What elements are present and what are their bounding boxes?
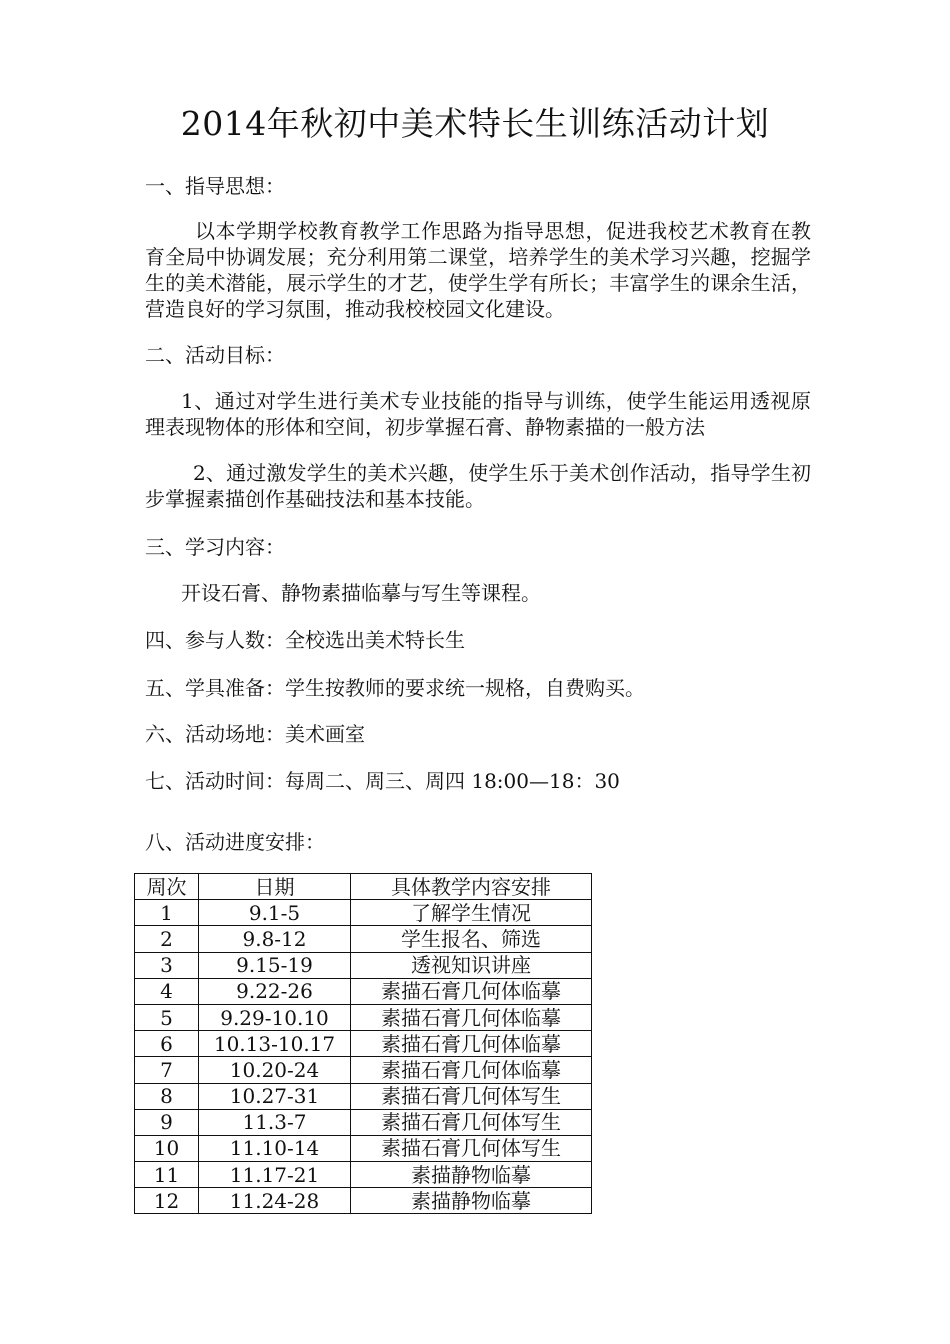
cell-week: 6 [135,1031,199,1057]
section-heading-content: 三、学习内容： [145,535,285,559]
table-row [135,1083,592,1109]
cell-date: 9.1-5 [199,900,351,926]
cell-date: 11.17-21 [199,1162,351,1188]
cell-date: 11.10-14 [199,1135,351,1161]
cell-content: 素描石膏几何体临摹 [351,1004,592,1030]
cell-date: 9.22-26 [199,978,351,1004]
cell-content: 素描石膏几何体写生 [351,1135,592,1161]
content-paragraph: 开设石膏、静物素描临摹与写生等课程。 [181,581,541,605]
column-header-content: 具体教学内容安排 [351,874,592,900]
guiding-idea-paragraph: 以本学期学校教育教学工作思路为指导思想，促进我校艺术教育在教育全局中协调发展；充分利用第二课堂，培养学生的美术学习兴趣，挖掘学生的美术潜能，展示学生的才艺，使学生学有所长；丰富学生的课余生活，营造良好的学习氛围，推动我校校园文化建设。 [145,219,811,321]
cell-week: 7 [135,1057,199,1083]
section-supplies: 五、学具准备：学生按教师的要求统一规格，自费购买。 [145,676,645,700]
cell-week: 11 [135,1162,199,1188]
table-header-row [135,874,592,900]
table-row [135,900,592,926]
table-row [135,1031,592,1057]
cell-week: 3 [135,952,199,978]
cell-content: 素描石膏几何体临摹 [351,1057,592,1083]
table-row [135,1004,592,1030]
section-venue: 六、活动场地：美术画室 [145,722,365,746]
cell-content: 素描石膏几何体写生 [351,1083,592,1109]
table-row [135,1188,592,1214]
cell-week: 10 [135,1135,199,1161]
cell-week: 2 [135,926,199,952]
column-header-date: 日期 [199,874,351,900]
cell-date: 9.29-10.10 [199,1004,351,1030]
cell-content: 学生报名、筛选 [351,926,592,952]
cell-date: 10.20-24 [199,1057,351,1083]
goal-item-2: 2、通过激发学生的美术兴趣，使学生乐于美术创作活动，指导学生初步掌握素描创作基础技法和基本技能。 [145,461,811,511]
table-row [135,926,592,952]
cell-week: 12 [135,1188,199,1214]
cell-date: 10.13-10.17 [199,1031,351,1057]
schedule-table [134,873,592,1214]
cell-week: 9 [135,1109,199,1135]
cell-date: 9.8-12 [199,926,351,952]
document-title: 2014年秋初中美术特长生训练活动计划 [180,104,770,143]
section-heading-guiding-idea: 一、指导思想： [145,174,285,198]
cell-content: 素描石膏几何体临摹 [351,1031,592,1057]
section-time: 七、活动时间：每周二、周三、周四 18:00—18：30 [145,769,620,793]
table-row [135,1135,592,1161]
column-header-week: 周次 [135,874,199,900]
cell-date: 10.27-31 [199,1083,351,1109]
section-heading-schedule: 八、活动进度安排： [145,830,325,854]
cell-content: 了解学生情况 [351,900,592,926]
cell-date: 11.24-28 [199,1188,351,1214]
cell-content: 素描石膏几何体写生 [351,1109,592,1135]
table-row [135,1109,592,1135]
cell-date: 11.3-7 [199,1109,351,1135]
table-row [135,1162,592,1188]
cell-week: 5 [135,1004,199,1030]
cell-week: 8 [135,1083,199,1109]
table-row [135,1057,592,1083]
cell-content: 素描静物临摹 [351,1162,592,1188]
cell-content: 透视知识讲座 [351,952,592,978]
cell-content: 素描石膏几何体临摹 [351,978,592,1004]
cell-week: 4 [135,978,199,1004]
cell-content: 素描静物临摹 [351,1188,592,1214]
section-heading-goals: 二、活动目标： [145,343,285,367]
goal-item-1: 1、通过对学生进行美术专业技能的指导与训练，使学生能运用透视原理表现物体的形体和空间，初步掌握石膏、静物素描的一般方法 [145,389,811,439]
cell-date: 9.15-19 [199,952,351,978]
table-row [135,978,592,1004]
section-participants: 四、参与人数：全校选出美术特长生 [145,628,465,652]
table-row [135,952,592,978]
cell-week: 1 [135,900,199,926]
